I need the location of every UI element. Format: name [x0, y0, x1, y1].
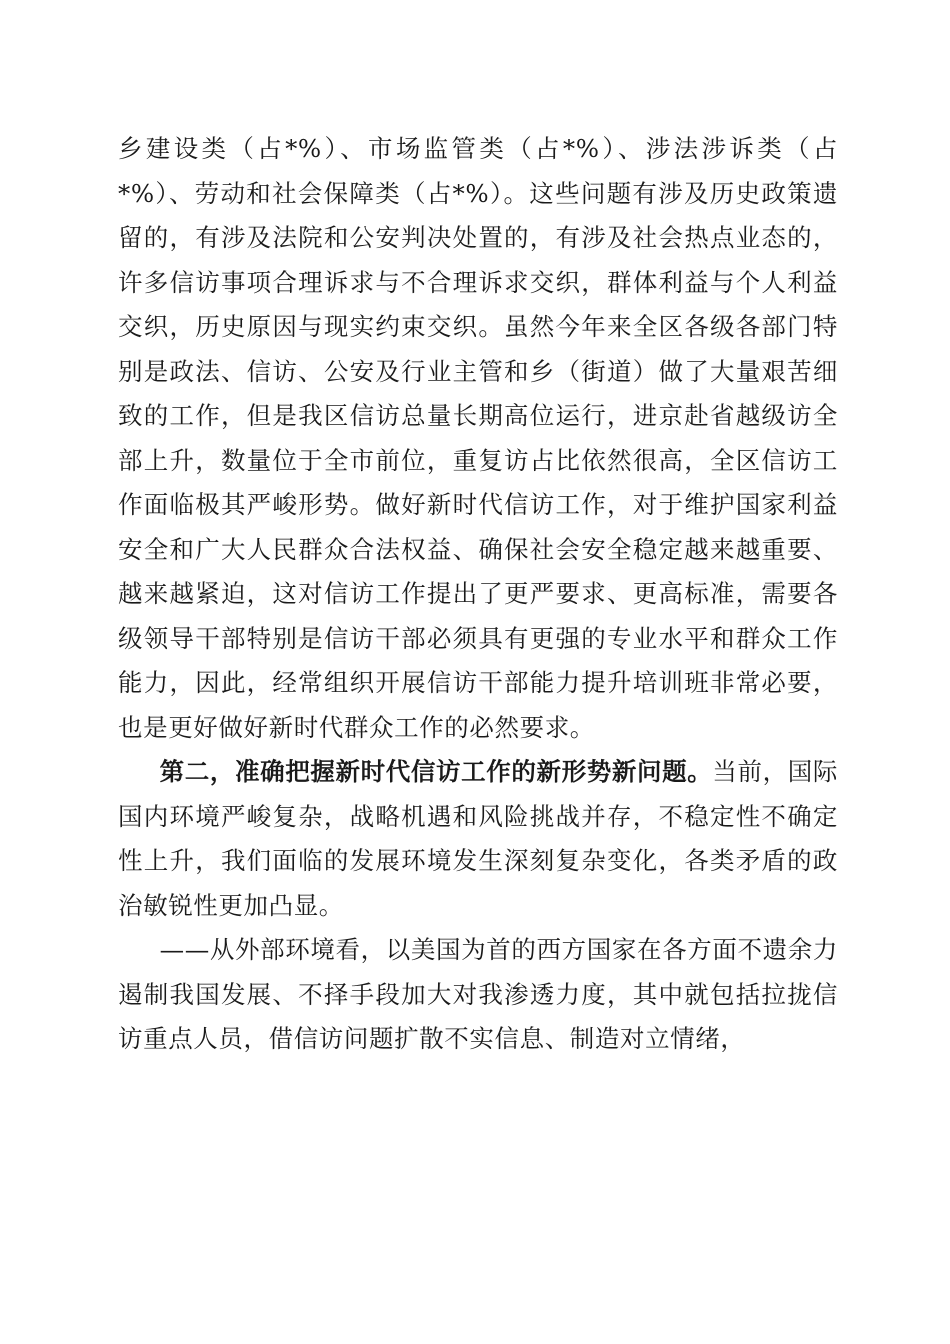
paragraph-1 [118, 127, 838, 750]
paragraph-2 [118, 750, 838, 928]
paragraph-2-text: 当前，国际国内环境严峻复杂，战略机遇和风险挑战并存，不稳定性不确定性上升，我们面临的发展环境发生深刻复杂变化，各类矛盾的政治敏锐性更加凸显。 [118, 757, 839, 920]
paragraph-3 [118, 928, 838, 1062]
paragraph-2-heading: 第二，准确把握新时代信访工作的新形势新问题。 [159, 757, 713, 786]
paragraph-1-text: 乡建设类（占*%）、市场监管类（占*%）、涉法涉诉类（占*%）、劳动和社会保障类（占*%）。这些问题有涉及历史政策遗留的，有涉及法院和公安判决处置的，有涉及社会热点业态的，许多信访事项合理诉求与不合理诉求交织，群体利益与个人利益交织，历史原因与现实约束交织。虽然今年来全区各级各部门特别是政法、信访、公安及行业主管和乡（街道）做了大量艰苦细致的工作，但是我区信访总量长期高位运行，进京赴省越级访全部上升，数量位于全市前位，重复访占比依然很高，全区信访工作面临极其严峻形势。做好新时代信访工作，对于维护国家利益安全和广大人民群众合法权益、确保社会安全稳定越来越重要、越来越紧迫，这对信访工作提出了更严要求、更高标准，需要各级领导干部特别是信访干部必须具有更强的专业水平和群众工作能力，因此，经常组织开展信访干部能力提升培训班非常必要，也是更好做好新时代群众工作的必然要求。 [118, 134, 838, 742]
paragraph-3-text: ——从外部环境看，以美国为首的西方国家在各方面不遗余力遏制我国发展、不择手段加大对我渗透力度，其中就包括拉拢信访重点人员，借信访问题扩散不实信息、制造对立情绪， [118, 935, 838, 1053]
document-body [118, 127, 838, 1062]
